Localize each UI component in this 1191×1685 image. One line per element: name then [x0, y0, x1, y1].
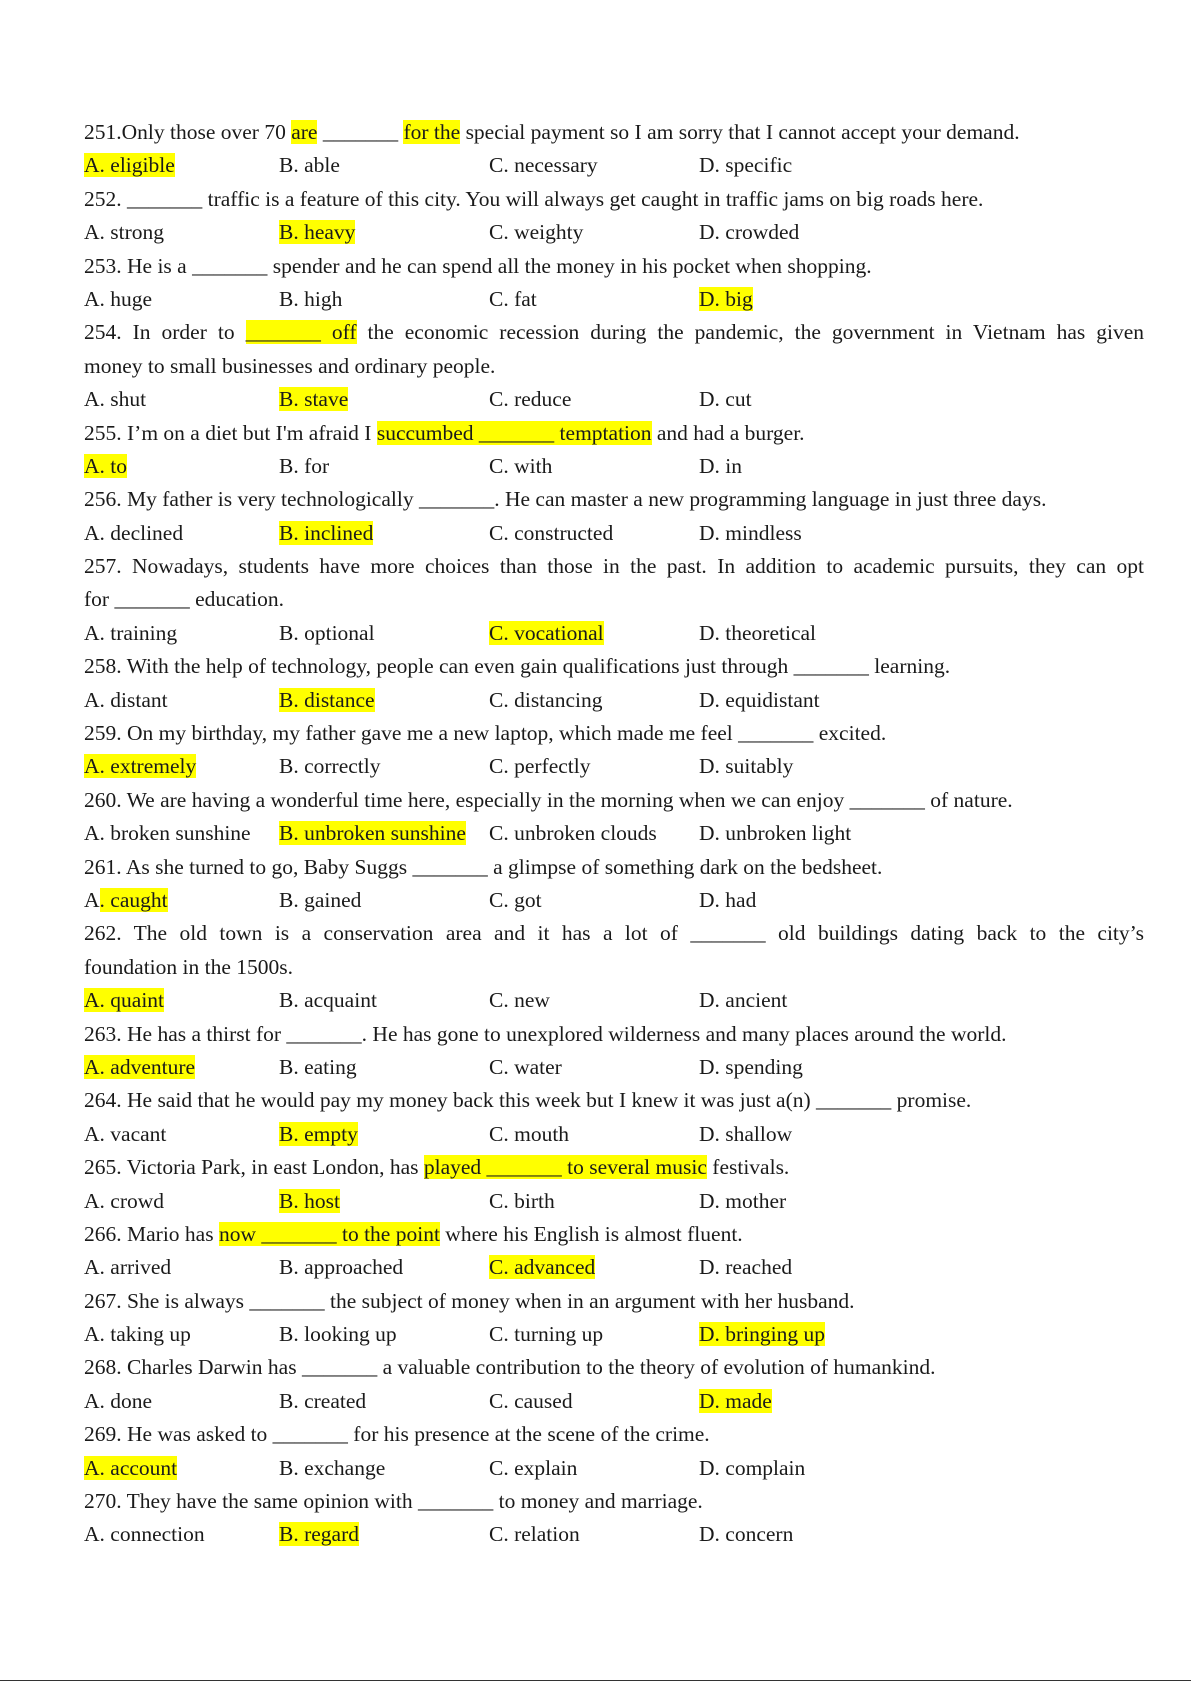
- answer-option-a: [84, 1518, 205, 1551]
- answer-option-d: [699, 1452, 805, 1485]
- text-segment: C. new: [489, 988, 550, 1013]
- text-segment: 255. I’m on a diet but I'm afraid I: [84, 420, 377, 445]
- answer-option-c: [489, 517, 613, 550]
- answer-option-a: [84, 984, 164, 1017]
- question-block: [84, 1285, 1144, 1352]
- text-segment: special payment so I am sorry that I cannot accept your demand.: [460, 120, 1020, 144]
- answer-option-c: [489, 1452, 577, 1485]
- answer-option-c: [489, 450, 552, 483]
- answer-option-a: [84, 1452, 177, 1485]
- highlighted-text: now _______ to the point: [218, 1221, 440, 1246]
- text-segment: D. theoretical: [699, 620, 817, 645]
- highlighted-text: B. host: [279, 1188, 340, 1213]
- answer-option-d: [699, 216, 799, 249]
- question-block: [84, 550, 1144, 650]
- answer-option-c: [489, 383, 571, 416]
- question-block: [84, 1084, 1144, 1151]
- text-segment: B. correctly: [279, 754, 381, 779]
- text-segment: 270. They have the same opinion with _______ to money and marriage.: [84, 1489, 703, 1514]
- text-segment: 254. In order to: [84, 320, 246, 345]
- answer-option-b: [279, 1318, 397, 1351]
- answer-option-c: [489, 617, 604, 650]
- answer-option-d: [699, 1518, 793, 1551]
- answer-options: [84, 1051, 1144, 1084]
- text-segment: B. for: [279, 453, 330, 478]
- answer-option-b: [279, 1251, 403, 1284]
- text-segment: 258. With the help of technology, people can even gain qualifications just through _______ learning.: [84, 654, 951, 679]
- question-stem: [84, 350, 1144, 383]
- text-segment: A. vacant: [84, 1121, 167, 1146]
- question-stem: [84, 1285, 1144, 1318]
- text-segment: for _______ education.: [84, 587, 285, 612]
- question-block: [84, 1485, 1144, 1552]
- text-segment: D. shallow: [699, 1121, 793, 1146]
- text-segment: C. mouth: [489, 1121, 570, 1146]
- answer-option-c: [489, 1251, 595, 1284]
- answer-option-a: [84, 149, 175, 182]
- text-segment: A. arrived: [84, 1255, 172, 1280]
- text-segment: B. looking up: [279, 1322, 397, 1347]
- question-block: [84, 316, 1144, 416]
- highlighted-text: A. extremely: [84, 754, 197, 779]
- answer-option-b: [279, 283, 342, 316]
- text-segment: C. reduce: [489, 387, 572, 412]
- text-segment: _______: [317, 120, 404, 144]
- text-segment: D. in: [699, 453, 742, 478]
- answer-options: [84, 216, 1144, 249]
- answer-option-d: [699, 450, 742, 483]
- answer-option-a: [84, 1251, 171, 1284]
- answer-option-a: [84, 1051, 195, 1084]
- answer-option-a: [84, 1385, 152, 1418]
- text-segment: A. distant: [84, 687, 168, 712]
- text-segment: C. constructed: [489, 520, 614, 545]
- text-segment: B. optional: [279, 620, 375, 645]
- answer-option-d: [699, 517, 802, 550]
- question-stem: [84, 851, 1144, 884]
- answer-option-b: [279, 884, 361, 917]
- answer-options: [84, 450, 1144, 483]
- text-segment: festivals.: [706, 1155, 790, 1180]
- highlighted-text: played _______ to several music: [423, 1155, 707, 1180]
- highlighted-text: B. stave: [279, 387, 349, 412]
- answer-options: [84, 1118, 1144, 1151]
- question-block: [84, 917, 1144, 1017]
- text-segment: C. turning up: [489, 1322, 604, 1347]
- answer-option-c: [489, 216, 583, 249]
- answer-option-d: [699, 817, 851, 850]
- highlighted-text: A. to: [84, 453, 127, 478]
- highlighted-text: D. big: [699, 286, 753, 311]
- answer-option-a: [84, 283, 152, 316]
- text-segment: A. declined: [84, 520, 184, 545]
- text-segment: 257. Nowadays, students have more choices than those in the past. In addition to academic pursuits, they can opt: [84, 554, 1144, 579]
- answer-options: [84, 884, 1144, 917]
- text-segment: C. unbroken clouds: [489, 821, 657, 846]
- question-block: [84, 183, 1144, 250]
- text-segment: A. crowd: [84, 1188, 165, 1213]
- text-segment: C. caused: [489, 1388, 573, 1413]
- question-stem: [84, 183, 1144, 216]
- answer-option-a: [84, 517, 183, 550]
- text-segment: B. high: [279, 286, 343, 311]
- answer-option-b: [279, 1385, 366, 1418]
- answer-options: [84, 1518, 1144, 1551]
- answer-option-a: [84, 383, 146, 416]
- question-stem: [84, 550, 1144, 583]
- answer-option-b: [279, 1118, 358, 1151]
- question-block: [84, 483, 1144, 550]
- footer-rule: [0, 1680, 1191, 1681]
- text-segment: C. water: [489, 1054, 562, 1079]
- highlighted-text: A. account: [84, 1455, 178, 1480]
- highlighted-text: A. adventure: [84, 1054, 196, 1079]
- answer-option-d: [699, 984, 787, 1017]
- answer-option-d: [699, 1385, 772, 1418]
- text-segment: the economic recession during the pandemic, the government in Vietnam has given: [356, 320, 1144, 345]
- question-block: [84, 650, 1144, 717]
- answer-option-d: [699, 1251, 792, 1284]
- text-segment: A: [84, 887, 100, 912]
- text-segment: C. necessary: [489, 153, 598, 178]
- answer-option-c: [489, 1318, 603, 1351]
- text-segment: D. suitably: [699, 754, 794, 779]
- answer-option-b: [279, 817, 466, 850]
- highlighted-text: B. distance: [279, 687, 375, 712]
- text-segment: D. spending: [699, 1054, 803, 1079]
- answer-option-a: [84, 1318, 191, 1351]
- highlighted-text: B. heavy: [279, 220, 356, 245]
- answer-options: [84, 750, 1144, 783]
- answer-options: [84, 1318, 1144, 1351]
- highlighted-text: B. empty: [279, 1121, 358, 1146]
- answer-option-c: [489, 149, 598, 182]
- text-segment: A. training: [84, 620, 178, 645]
- highlighted-text: B. unbroken sunshine: [279, 821, 466, 846]
- answer-option-c: [489, 1118, 569, 1151]
- highlighted-text: _______ off: [245, 320, 357, 345]
- text-segment: money to small businesses and ordinary people.: [84, 353, 496, 378]
- question-block: [84, 417, 1144, 484]
- question-block: [84, 1018, 1144, 1085]
- text-segment: D. equidistant: [699, 687, 820, 712]
- text-segment: B. approached: [279, 1255, 404, 1280]
- highlighted-text: D. made: [699, 1388, 772, 1413]
- text-segment: D. concern: [699, 1522, 794, 1547]
- text-segment: D. complain: [699, 1455, 806, 1480]
- text-segment: A. huge: [84, 286, 153, 311]
- answer-options: [84, 684, 1144, 717]
- question-stem: [84, 1151, 1144, 1184]
- text-segment: C. got: [489, 887, 542, 912]
- answer-option-a: [84, 684, 168, 717]
- question-block: [84, 1418, 1144, 1485]
- text-segment: 256. My father is very technologically _______. He can master a new programming language in just three days.: [84, 487, 1047, 512]
- answer-options: [84, 517, 1144, 550]
- answer-options: [84, 817, 1144, 850]
- text-segment: 253. He is a _______ spender and he can spend all the money in his pocket when shopping.: [84, 253, 872, 278]
- answer-option-c: [489, 1051, 562, 1084]
- text-segment: 259. On my birthday, my father gave me a new laptop, which made me feel _______ excited.: [84, 721, 887, 746]
- text-segment: C. perfectly: [489, 754, 591, 779]
- text-segment: 263. He has a thirst for _______. He has gone to unexplored wilderness and many places around the world.: [84, 1021, 1007, 1046]
- text-segment: A. strong: [84, 220, 165, 245]
- question-stem: [84, 583, 1144, 616]
- answer-option-b: [279, 1051, 357, 1084]
- answer-option-a: [84, 750, 196, 783]
- answer-option-c: [489, 283, 537, 316]
- question-stem: [84, 116, 1144, 149]
- highlighted-text: A. quaint: [84, 988, 165, 1013]
- answer-option-d: [699, 617, 816, 650]
- answer-option-b: [279, 517, 373, 550]
- text-segment: and had a burger.: [651, 420, 805, 445]
- text-segment: C. weighty: [489, 220, 584, 245]
- answer-option-d: [699, 1118, 792, 1151]
- answer-options: [84, 1452, 1144, 1485]
- answer-options: [84, 149, 1144, 182]
- answer-option-a: [84, 450, 127, 483]
- answer-option-b: [279, 750, 381, 783]
- answer-options: [84, 1185, 1144, 1218]
- text-segment: D. crowded: [699, 220, 800, 245]
- answer-option-b: [279, 617, 375, 650]
- question-block: [84, 851, 1144, 918]
- question-list: [84, 116, 1144, 1552]
- answer-option-c: [489, 750, 591, 783]
- highlighted-text: succumbed _______ temptation: [376, 420, 652, 445]
- answer-option-c: [489, 1385, 573, 1418]
- text-segment: 260. We are having a wonderful time here, especially in the morning when we can enjoy _______ of nature.: [84, 787, 1013, 812]
- highlighted-text: A. eligible: [84, 153, 175, 178]
- text-segment: C. distancing: [489, 687, 603, 712]
- answer-option-c: [489, 1185, 555, 1218]
- text-segment: A. taking up: [84, 1322, 191, 1347]
- question-stem: [84, 483, 1144, 516]
- answer-option-d: [699, 283, 753, 316]
- text-segment: where his English is almost fluent.: [439, 1221, 743, 1246]
- text-segment: C. fat: [489, 286, 537, 311]
- text-segment: C. relation: [489, 1522, 580, 1547]
- answer-option-d: [699, 383, 752, 416]
- answer-option-b: [279, 984, 377, 1017]
- answer-option-d: [699, 1318, 825, 1351]
- answer-option-a: [84, 884, 168, 917]
- answer-option-c: [489, 884, 542, 917]
- text-segment: D. cut: [699, 387, 752, 412]
- answer-option-d: [699, 684, 820, 717]
- text-segment: B. created: [279, 1388, 367, 1413]
- question-block: [84, 717, 1144, 784]
- text-segment: B. exchange: [279, 1455, 386, 1480]
- question-block: [84, 250, 1144, 317]
- text-segment: A. connection: [84, 1522, 205, 1547]
- question-stem: [84, 784, 1144, 817]
- text-segment: 252. _______ traffic is a feature of this city. You will always get caught in traffic jams on big roads here.: [84, 186, 984, 211]
- answer-option-b: [279, 1452, 385, 1485]
- highlighted-text: are: [291, 120, 318, 144]
- question-stem: [84, 917, 1144, 950]
- text-segment: 266. Mario has: [84, 1221, 219, 1246]
- text-segment: 251.Only those over 70: [84, 120, 292, 144]
- answer-option-d: [699, 1185, 786, 1218]
- text-segment: C. with: [489, 453, 553, 478]
- answer-options: [84, 283, 1144, 316]
- highlighted-text: C. vocational: [489, 620, 604, 645]
- answer-option-d: [699, 149, 792, 182]
- answer-option-a: [84, 617, 177, 650]
- text-segment: D. unbroken light: [699, 821, 852, 846]
- text-segment: C. explain: [489, 1455, 578, 1480]
- text-segment: 264. He said that he would pay my money back this week but I knew it was just a(n) _______ promise.: [84, 1088, 972, 1113]
- answer-option-a: [84, 817, 251, 850]
- text-segment: D. specific: [699, 153, 793, 178]
- text-segment: B. gained: [279, 887, 362, 912]
- answer-option-c: [489, 1518, 580, 1551]
- answer-option-b: [279, 684, 375, 717]
- question-stem: [84, 717, 1144, 750]
- question-stem: [84, 1018, 1144, 1051]
- highlighted-text: C. advanced: [489, 1255, 596, 1280]
- question-block: [84, 116, 1144, 183]
- text-segment: C. birth: [489, 1188, 555, 1213]
- answer-options: [84, 1385, 1144, 1418]
- text-segment: D. reached: [699, 1255, 793, 1280]
- question-stem: [84, 417, 1144, 450]
- highlighted-text: B. regard: [279, 1522, 359, 1547]
- question-block: [84, 1351, 1144, 1418]
- answer-option-b: [279, 149, 340, 182]
- answer-options: [84, 383, 1144, 416]
- text-segment: D. mindless: [699, 520, 802, 545]
- text-segment: B. eating: [279, 1054, 357, 1079]
- text-segment: D. mother: [699, 1188, 787, 1213]
- answer-option-a: [84, 1185, 164, 1218]
- answer-options: [84, 1251, 1144, 1284]
- highlighted-text: for the: [403, 120, 461, 144]
- answer-options: [84, 984, 1144, 1017]
- answer-option-d: [699, 884, 756, 917]
- answer-option-a: [84, 216, 164, 249]
- answer-option-b: [279, 1185, 340, 1218]
- highlighted-text: D. bringing up: [699, 1322, 826, 1347]
- question-stem: [84, 316, 1144, 349]
- highlighted-text: B. inclined: [279, 520, 374, 545]
- text-segment: B. acquaint: [279, 988, 377, 1013]
- text-segment: A. done: [84, 1388, 153, 1413]
- text-segment: D. ancient: [699, 988, 788, 1013]
- text-segment: 261. As she turned to go, Baby Suggs _______ a glimpse of something dark on the bedsheet.: [84, 854, 883, 879]
- question-stem: [84, 1351, 1144, 1384]
- text-segment: A. broken sunshine: [84, 821, 251, 846]
- answer-options: [84, 617, 1144, 650]
- text-segment: B. able: [279, 153, 340, 178]
- question-stem: [84, 1485, 1144, 1518]
- text-segment: 265. Victoria Park, in east London, has: [84, 1155, 424, 1180]
- question-block: [84, 1218, 1144, 1285]
- answer-option-a: [84, 1118, 166, 1151]
- question-block: [84, 784, 1144, 851]
- question-block: [84, 1151, 1144, 1218]
- question-stem: [84, 650, 1144, 683]
- text-segment: 267. She is always _______ the subject of money when in an argument with her husband.: [84, 1288, 855, 1313]
- text-segment: 262. The old town is a conservation area and it has a lot of _______ old buildings dating back to the city’s: [84, 921, 1144, 946]
- answer-option-b: [279, 450, 329, 483]
- text-segment: foundation in the 1500s.: [84, 954, 294, 979]
- text-segment: 269. He was asked to _______ for his presence at the scene of the crime.: [84, 1422, 710, 1447]
- highlighted-text: . caught: [99, 887, 168, 912]
- answer-option-c: [489, 684, 602, 717]
- text-segment: A. shut: [84, 387, 147, 412]
- question-stem: [84, 1418, 1144, 1451]
- answer-option-d: [699, 750, 793, 783]
- answer-option-b: [279, 1518, 359, 1551]
- question-stem: [84, 951, 1144, 984]
- answer-option-c: [489, 984, 550, 1017]
- answer-option-d: [699, 1051, 803, 1084]
- question-stem: [84, 250, 1144, 283]
- text-segment: D. had: [699, 887, 757, 912]
- question-stem: [84, 1084, 1144, 1117]
- answer-option-b: [279, 383, 348, 416]
- text-segment: 268. Charles Darwin has _______ a valuable contribution to the theory of evolution of humankind.: [84, 1355, 936, 1380]
- answer-option-c: [489, 817, 657, 850]
- answer-option-b: [279, 216, 355, 249]
- question-stem: [84, 1218, 1144, 1251]
